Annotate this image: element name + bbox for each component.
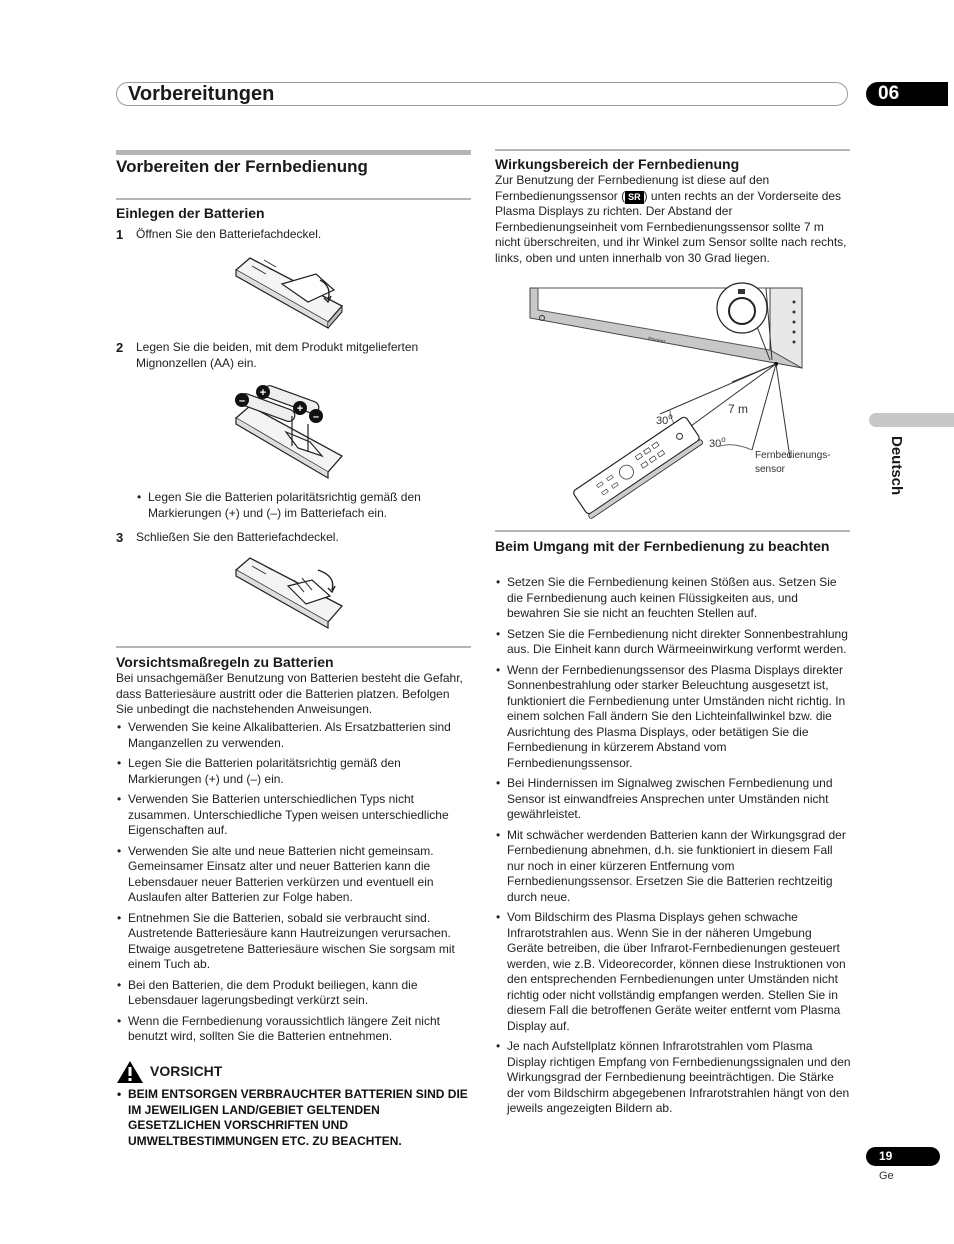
distance-label: 7 m xyxy=(728,402,749,416)
list-item: • Setzen Sie die Fernbedienung keinen Stößen aus. Setzen Sie die Fernbedienung auch keinen Flüssigkeiten aus, und bewahren Sie sie nicht an feuchten Stellen auf. xyxy=(495,575,851,622)
handling-title: Beim Umgang mit der Fernbedienung zu beachten xyxy=(495,538,830,554)
step-text: Schließen Sie den Batteriefachdeckel. xyxy=(136,530,339,544)
step-text: Öffnen Sie den Batteriefachdeckel. xyxy=(136,227,322,241)
range-title: Wirkungsbereich der Fernbedienung xyxy=(495,156,740,172)
degree-mark: o xyxy=(721,435,726,444)
precautions-list xyxy=(116,720,470,1050)
brand-label: Pioneer xyxy=(647,336,666,345)
language-code: Ge xyxy=(879,1170,894,1182)
caution-label: VORSICHT xyxy=(150,1063,223,1079)
list-item: • Verwenden Sie Batterien unterschiedlichen Typs nicht zusammen. Unterschiedliche Typen weisen unterschiedliche Eigenschaften auf. xyxy=(116,792,470,839)
step-number: 3 xyxy=(116,530,124,545)
section-title: Vorbereiten der Fernbedienung xyxy=(116,157,368,176)
range-text-after: ) unten rechts an der Vorderseite des Plasma Displays zu richten. Der Abstand der Fernbedienungseinheit vom Fernbedienungssensor sollte 7 m nicht überschreiten, und ihr Winkel zum Sensor sollte nach rechts, links, oben und unten innerhalb von 30 Grad liegen. xyxy=(495,188,847,265)
handling-list xyxy=(495,575,851,1122)
chapter-badge: 06 xyxy=(866,82,948,106)
degree-mark: o xyxy=(668,412,673,421)
remote-control-illustration xyxy=(572,416,703,519)
list-item: • Setzen Sie die Fernbedienung nicht direkter Sonnenbestrahlung aus. Die Einheit kann durch Wärmeeinwirkung verformt werden. xyxy=(495,627,851,658)
remote-close-cover-illustration xyxy=(232,550,344,632)
language-tab-bar xyxy=(869,413,954,427)
list-item: • Bei Hindernissen im Signalweg zwischen Fernbedienung und Sensor ist einwandfreies Ansprechen unter Umständen nicht gewährleistet. xyxy=(495,776,851,823)
caution-list xyxy=(116,1087,472,1154)
subsection-rule xyxy=(495,530,850,532)
step-number: 2 xyxy=(116,340,124,355)
warning-triangle-icon xyxy=(116,1060,144,1084)
page-title: Vorbereitungen xyxy=(128,83,275,105)
remote-open-cover-illustration xyxy=(232,250,344,332)
svg-text:+: + xyxy=(259,387,267,399)
svg-text:–: – xyxy=(312,411,320,423)
step-text: Legen Sie die beiden, mit dem Produkt mitgelieferten Mignonzellen (AA) ein. xyxy=(136,340,419,370)
svg-text:30o xyxy=(709,435,726,450)
section-rule xyxy=(116,150,471,155)
subsection-rule xyxy=(495,149,850,151)
range-text-before: Zur Benutzung der Fernbedienung ist diese auf den Fernbedienungssensor ( xyxy=(495,173,770,203)
list-item: • Bei den Batterien, die dem Produkt beiliegen, kann die Lebensdauer lagerungsbedingt verkürzt sein. xyxy=(116,978,470,1009)
sensor-label-line1: Fernbedienungs- xyxy=(755,450,831,461)
list-item: • Legen Sie die Batterien polaritätsrichtig gemäß den Markierungen (+) und (–) ein. xyxy=(116,756,470,787)
angle-right-label: 30 xyxy=(709,438,722,450)
list-item: • Verwenden Sie alte und neue Batterien nicht gemeinsam. Gemeinsamer Einsatz alter und neuer Batterien kann die Lebensdauer neuer Batterien verkürzen und eventuell ein Auslaufen alter Batterien zur Folge haben. xyxy=(116,844,470,906)
svg-text:+: + xyxy=(296,403,304,415)
sensor-icon: SR xyxy=(625,191,644,204)
list-item: • Vom Bildschirm des Plasma Displays gehen schwache Infrarotstrahlen aus. Wenn Sie in der näheren Umgebung Geräte betreiben, die über Infrarot-Fernbedienungen gesteuert werden, wie z.B. Videorecorder, können diese Instruktionen von den entsprechenden Fernbedienungen unter Umständen nicht richtig oder nicht vollständig empfangen werden. Stellen Sie in diesem Fall die betroffenen Geräte weiter entfernt vom Plasma Display auf. xyxy=(495,910,851,1034)
remote-range-diagram xyxy=(520,278,831,518)
list-item: • Legen Sie die Batterien polaritätsrichtig gemäß den Markierungen (+) und (–) im Batteriefach ein. xyxy=(136,490,468,521)
list-item: • Mit schwächer werdenden Batterien kann der Wirkungsgrad der Fernbedienung abnehmen, d.h. sie funktioniert in diesem Fall nur noch in einer kürzeren Entfernung vom Fernbedienungssensor. Ersetzen Sie die Batterien rechtzeitig durch neue. xyxy=(495,828,851,906)
step-number: 1 xyxy=(116,227,124,242)
step2-notes xyxy=(136,490,468,526)
list-item: • Wenn die Fernbedienung voraussichtlich längere Zeit nicht benutzt wird, sollten Sie die Batterien entnehmen. xyxy=(116,1014,470,1045)
angle-left-label: 30 xyxy=(656,415,669,427)
precautions-intro: Bei unsachgemäßer Benutzung von Batterien besteht die Gefahr, dass Batteriesäure austritt oder die Batterien platzen. Befolgen Sie unbedingt die nachstehenden Anweisungen. xyxy=(116,671,463,716)
range-text xyxy=(495,173,851,266)
list-item: • Verwenden Sie keine Alkalibatterien. Als Ersatzbatterien sind Manganzellen zu verwenden. xyxy=(116,720,470,751)
precautions-title: Vorsichtsmaßregeln zu Batterien xyxy=(116,654,334,670)
remote-insert-batteries-illustration xyxy=(232,380,344,482)
svg-text:–: – xyxy=(238,395,246,407)
list-item: • BEIM ENTSORGEN VERBRAUCHTER BATTERIEN SIND DIE IM JEWEILIGEN LAND/GEBIET GELTENDEN GESETZLICHEN VORSCHRIFTEN UND UMWELTBESTIMMUNGEN ETC. ZU BEACHTEN. xyxy=(116,1087,472,1149)
batteries-title: Einlegen der Batterien xyxy=(116,205,265,221)
list-item: • Entnehmen Sie die Batterien, sobald sie verbraucht sind. Austretende Batteriesäure kann Hautreizungen verursachen. Etwaige ausgetretene Batteriesäure wischen Sie sorgsam mit einem Tuch ab. xyxy=(116,911,470,973)
language-tab-label: Deutsch xyxy=(888,436,905,496)
list-item: • Wenn der Fernbedienungssensor des Plasma Displays direkter Sonnenbestrahlung oder starker Beleuchtung ausgesetzt ist, funktioniert die Fernbedienung unter Umständen nicht richtig. In einem solchen Fall ändern Sie den Lichteinfallwinkel bzw. die Ausrichtung des Plasma Displays, oder betätigen Sie die Fernbedienung in kürzerem Abstand vom Fernbedienungssensor. xyxy=(495,663,851,772)
subsection-rule xyxy=(116,646,471,648)
page-number: 19 xyxy=(866,1147,940,1166)
subsection-rule xyxy=(116,198,471,200)
list-item: • Je nach Aufstellplatz können Infrarotstrahlen vom Plasma Display richtigen Empfang von Fernbedienungssignalen und den Wirkungsgrad der Fernbedienung beeinträchtigen. Die Stärke der vom Bildschirm abgegebenen Infrarotstrahlen hängt von den jeweils angezeigten Bildern ab. xyxy=(495,1039,851,1117)
sensor-label-line2: sensor xyxy=(755,464,786,475)
